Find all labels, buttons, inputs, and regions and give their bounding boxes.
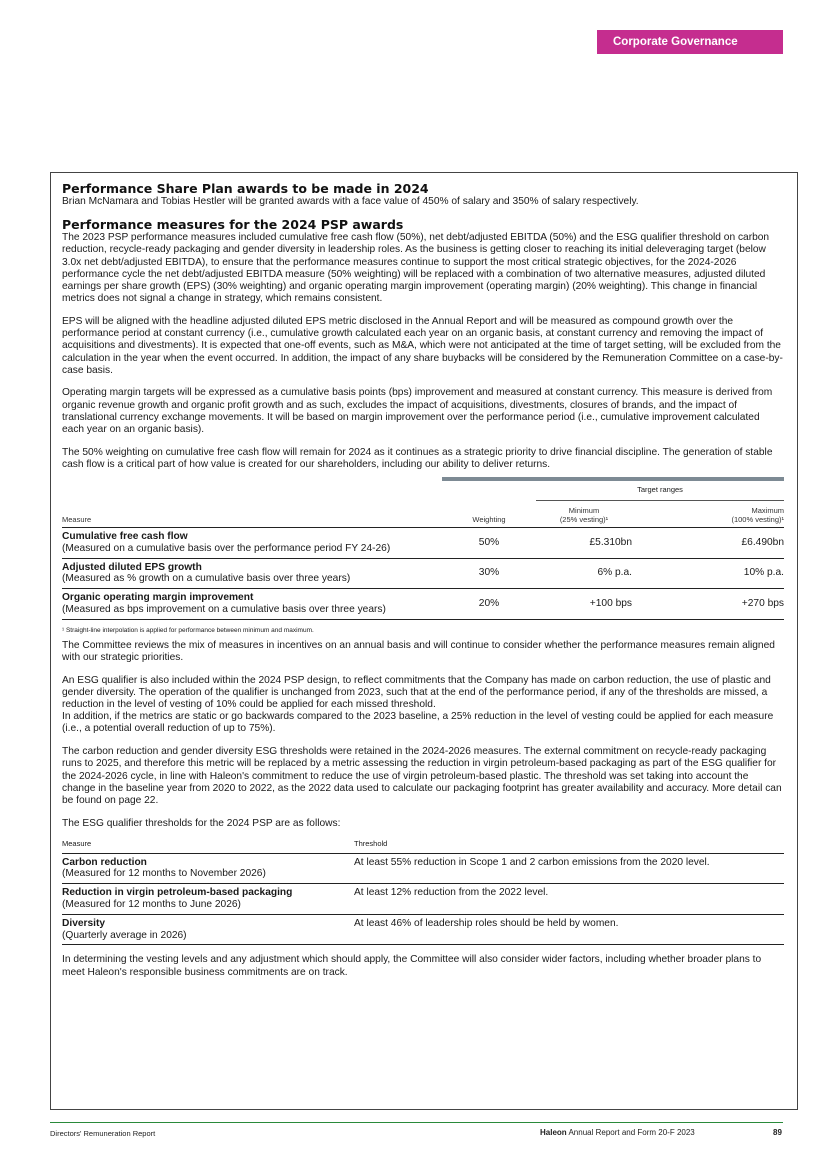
measures-paragraph-1: The 2023 PSP performance measures included cumulative free cash flow (50%), net debt/adjusted EBITDA (50%) and the ESG qualifier threshold on carbon reduction, recycle-ready packaging and gender diversity in leadership roles. As the business is getting closer to reaching its initial deleveraging target (below 3.0x net debt/adjusted EBITDA), to ensure that the performance measures continue to support the most critical strategic objectives, for the 2024-2026 performance cycle the net debt/adjusted EBITDA measure (50% weighting) will be replaced with a combination of two alternative measures, adjusted diluted earnings per share growth (EPS) (30% weighting) and organic operating margin improvement (operating margin) (20% weighting). This change in financial metrics does not signal a change in strategy, which remains consistent. [62, 232, 770, 305]
psp-awards-text: Brian McNamara and Tobias Hestler will be granted awards with a face value of 450% of salary and 350% of salary respectively. [62, 196, 639, 207]
after-paragraph-2a: An ESG qualifier is also included within the 2024 PSP design, to reflect commitments that the Company has made on carbon reduction, the use of plastic and gender diversity. The operation of the qualifier is unchanged from 2023, such that at the end of the performance period, if any of the thresholds are missed, a reduction in the level of vesting of 10% could be applied for each missed threshold. [62, 674, 771, 711]
page-number: 89 [773, 1128, 782, 1137]
measures-paragraph-2: EPS will be aligned with the headline adjusted diluted EPS metric disclosed in the Annual Report and will be measured as compound growth over the performance period at constant currency (i.e., cumulative growth calculated each year on an organic basis, at constant currency and removing the impact of acquisitions and divestments). It is expected that one-off events, such as M&A, which were not anticipated at the time of target setting, will be excluded from the calculation in the year when the event occurred. In addition, the impact of any share buybacks will be considered by the Remuneration Committee on a case-by-case basis. [62, 315, 783, 376]
target-ranges-header [62, 481, 784, 500]
footer-report-name: Annual Report and Form 20-F 2023 [568, 1128, 695, 1137]
table-row: Adjusted diluted EPS growth (Measured as % growth on a cumulative basis over three years) 30% 6% p.a. 10% p.a. [62, 558, 784, 589]
esg-thresholds-table [62, 834, 784, 946]
table-row: Cumulative free cash flow (Measured on a cumulative basis over the performance period FY 24-26) 50% £5.310bn £6.490bn [62, 527, 784, 558]
col-weighting: Weighting [472, 514, 506, 524]
table-footnote: ¹ Straight-line interpolation is applied for performance between minimum and maximum. [62, 626, 314, 634]
content-box [50, 172, 798, 1110]
content-inner [62, 182, 784, 979]
footer-divider [50, 1122, 783, 1123]
section-banner: Corporate Governance [597, 30, 783, 54]
target-ranges-label: Target ranges [536, 481, 784, 500]
footer-section-name: Directors' Remuneration Report [50, 1129, 156, 1138]
table-row: Diversity (Quarterly average in 2026) At least 46% of leadership roles should be held by women. [62, 914, 784, 945]
table-row: Reduction in virgin petroleum-based packaging (Measured for 12 months to June 2026) At least 12% reduction from the 2022 level. [62, 884, 784, 915]
col-minimum: Minimum (25% vesting)¹ [559, 505, 609, 524]
table-column-headers [62, 500, 784, 527]
closing-paragraph: In determining the vesting levels and any adjustment which should apply, the Committee will also consider wider factors, including whether broader plans to meet Haleon's responsible business commitments are on track. [62, 954, 762, 978]
col-measure: Measure [62, 514, 92, 524]
table-row: Organic operating margin improvement (Measured as bps improvement on a cumulative basis over three years) 20% +100 bps +270 bps [62, 589, 784, 620]
after-paragraph-1: The Committee reviews the mix of measures in incentives on an annual basis and will continue to consider whether the performance measures remain aligned with our strategic priorities. [62, 639, 775, 663]
after-paragraph-4: The ESG qualifier thresholds for the 2024 PSP are as follows: [62, 817, 341, 829]
performance-targets-table [62, 477, 784, 620]
esg-col-measure: Measure [62, 838, 92, 848]
psp-awards-heading: Performance Share Plan awards to be made in 2024 [62, 181, 429, 196]
measures-paragraph-4: The 50% weighting on cumulative free cash flow will remain for 2024 as it continues as a strategic priority to drive financial discipline. The generation of stable cash flow is a critical part of how value is created for our shareholders, including our ability to deliver returns. [62, 446, 773, 470]
after-paragraph-3: The carbon reduction and gender diversity ESG thresholds were retained in the 2024-2026 measures. The external commitment on recycle-ready packaging runs to 2025, and therefore this metric will be replaced by a metric assessing the reduction in virgin petroleum-based packaging as part of the ESG qualifier for the 2024-2026 cycle, in line with Haleon's commitment to reduce the use of virgin petroleum-based plastic. The threshold was set taking into account the change in the baseline year from 2020 to 2022, as the 2022 data used to calculate our packaging footprint has greater availability and accuracy. More detail can be found on page 22. [62, 746, 782, 806]
measures-heading: Performance measures for the 2024 PSP awards [62, 217, 404, 233]
after-paragraph-2b: In addition, if the metrics are static or go backwards compared to the 2023 baseline, a 25% reduction in the level of vesting could be applied for each measure (i.e., a potential overall reduction of up to 75%). [62, 711, 774, 735]
table-row: Carbon reduction (Measured for 12 months to November 2026) At least 55% reduction in Scope 1 and 2 carbon emissions from the 2020 level. [62, 853, 784, 884]
col-maximum: Maximum (100% vesting)¹ [731, 505, 784, 524]
footer-report-title [540, 1128, 695, 1137]
esg-col-threshold: Threshold [354, 838, 388, 848]
measures-paragraph-3: Operating margin targets will be expressed as a cumulative basis points (bps) improvement and measured at constant currency. This measure is derived from organic revenue growth and organic profit growth and as such, excludes the impact of acquisitions, divestments, closures of brands, and the impact of translational currency exchange movements. It will be based on margin improvement over the performance period (i.e., cumulative improvement calculated each year on an organic basis). [62, 387, 773, 436]
esg-column-headers [62, 834, 784, 853]
footer-brand: Haleon [540, 1128, 567, 1137]
